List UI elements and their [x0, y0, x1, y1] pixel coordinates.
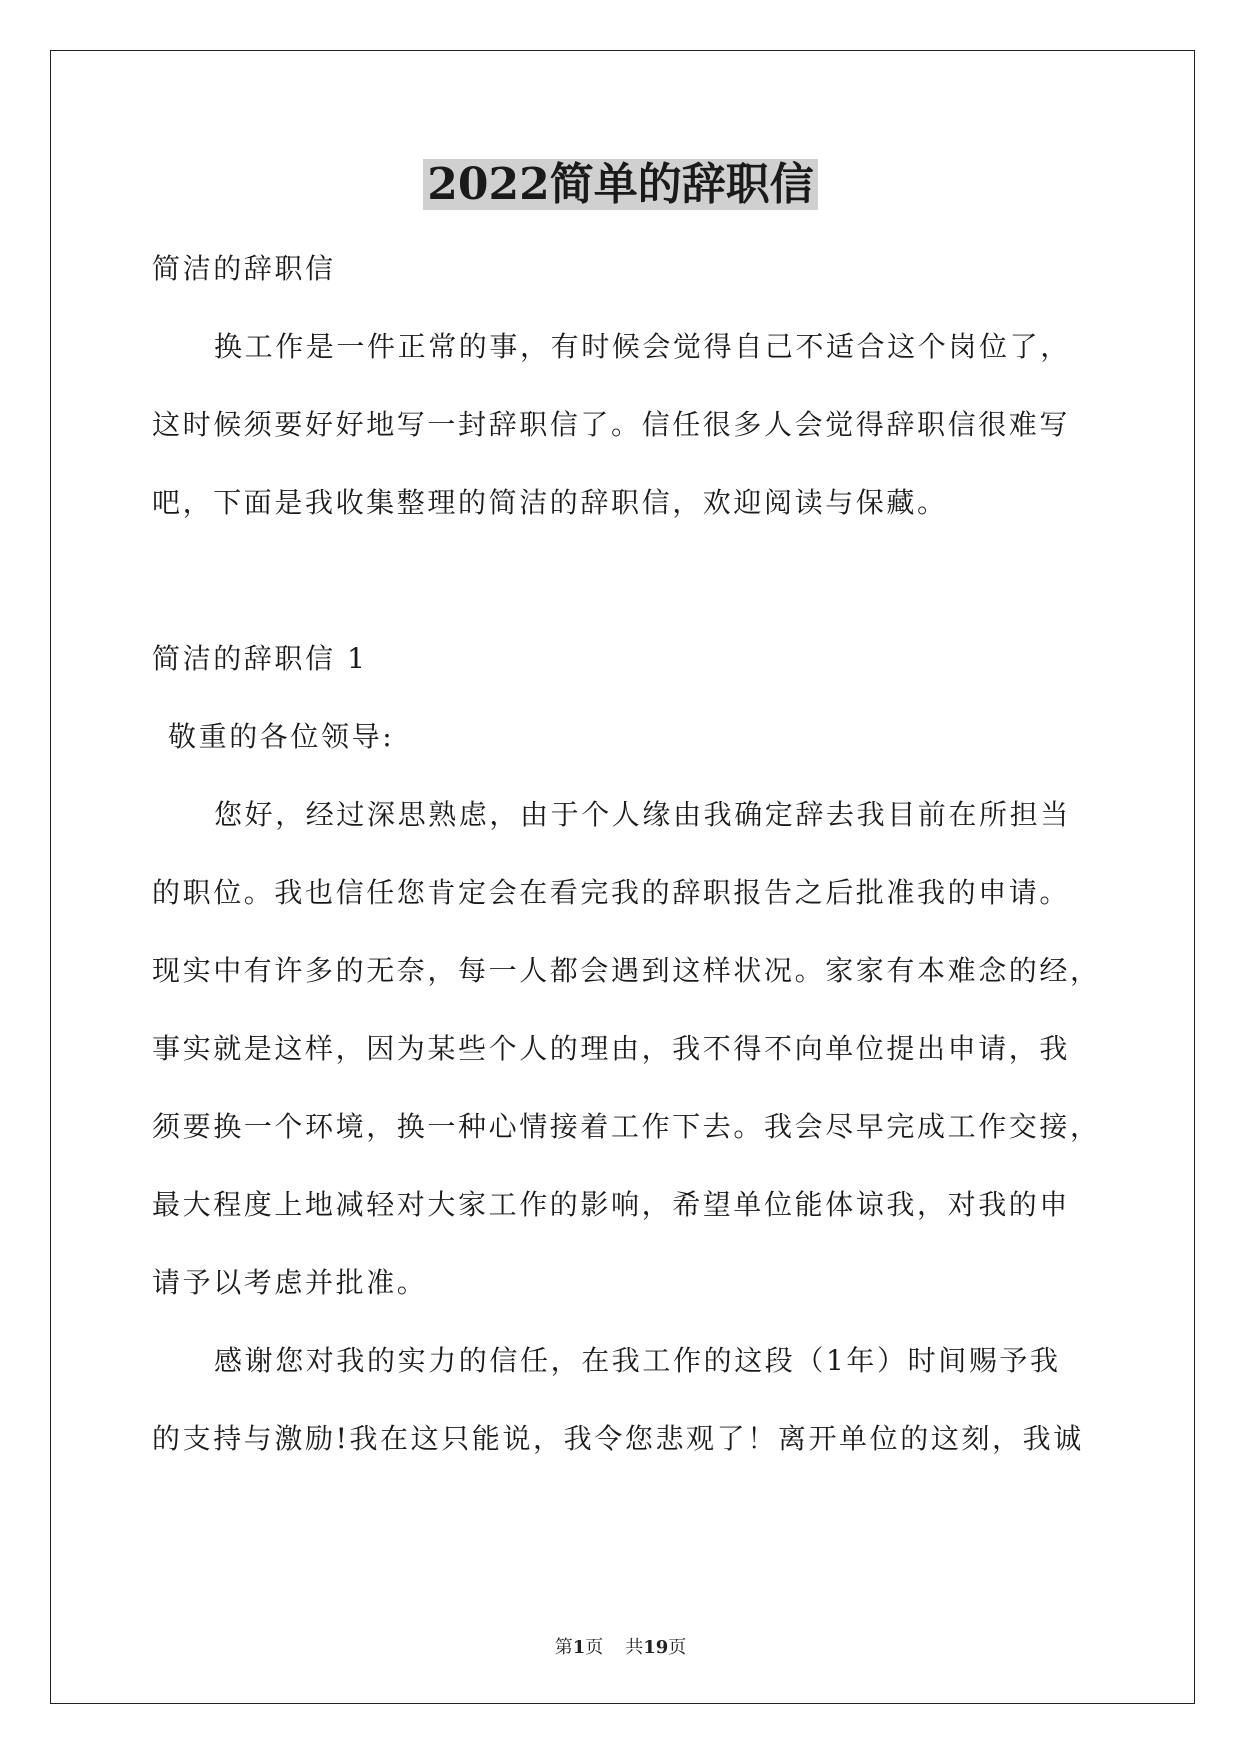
document-body — [152, 230, 1101, 1478]
paragraph-line: 请予以考虑并批准。 — [152, 1266, 428, 1299]
paragraph-line: 须要换一个环境，换一种心情接着工作下去。我会尽早完成工作交接， — [152, 1110, 1101, 1143]
subtitle: 简洁的辞职信 — [152, 252, 336, 285]
footer-page-suffix: 页 — [585, 1637, 604, 1658]
paragraph-line: 您好，经过深思熟虑，由于个人缘由我确定辞去我目前在所担当 — [214, 798, 1071, 831]
document-title-text: 2022简单的辞职信 — [423, 159, 817, 210]
footer-page-number: 1 — [572, 1637, 586, 1658]
paragraph-line: 感谢您对我的实力的信任，在我工作的这段（1年）时间赐予我 — [214, 1344, 1061, 1377]
footer-page-prefix: 第 — [554, 1637, 573, 1658]
paragraph-line: 的职位。我也信任您肯定会在看完我的辞职报告之后批准我的申请。 — [152, 876, 1071, 909]
paragraph-line: 最大程度上地减轻对大家工作的影响，希望单位能体谅我，对我的申 — [152, 1188, 1071, 1221]
page-footer — [0, 1636, 1241, 1660]
paragraph-line: 现实中有许多的无奈，每一人都会遇到这样状况。家家有本难念的经， — [152, 954, 1101, 987]
footer-total-pages: 19 — [643, 1637, 669, 1658]
intro-line: 这时候须要好好地写一封辞职信了。信任很多人会觉得辞职信很难写 — [152, 408, 1071, 441]
document-title — [0, 155, 1241, 215]
section-heading: 简洁的辞职信 1 — [152, 642, 368, 675]
intro-line: 换工作是一件正常的事，有时候会觉得自己不适合这个岗位了， — [214, 330, 1071, 363]
footer-total-suffix: 页 — [668, 1637, 687, 1658]
spacer — [152, 542, 1092, 620]
footer-total-prefix: 共 — [625, 1637, 644, 1658]
paragraph-line: 事实就是这样，因为某些个人的理由，我不得不向单位提出申请，我 — [152, 1032, 1071, 1065]
paragraph-line: 的支持与激励!我在这只能说，我令您悲观了！离开单位的这刻，我诚 — [152, 1422, 1084, 1455]
intro-line: 吧，下面是我收集整理的简洁的辞职信，欢迎阅读与保藏。 — [152, 486, 948, 519]
salutation: 敬重的各位领导: — [168, 720, 395, 753]
